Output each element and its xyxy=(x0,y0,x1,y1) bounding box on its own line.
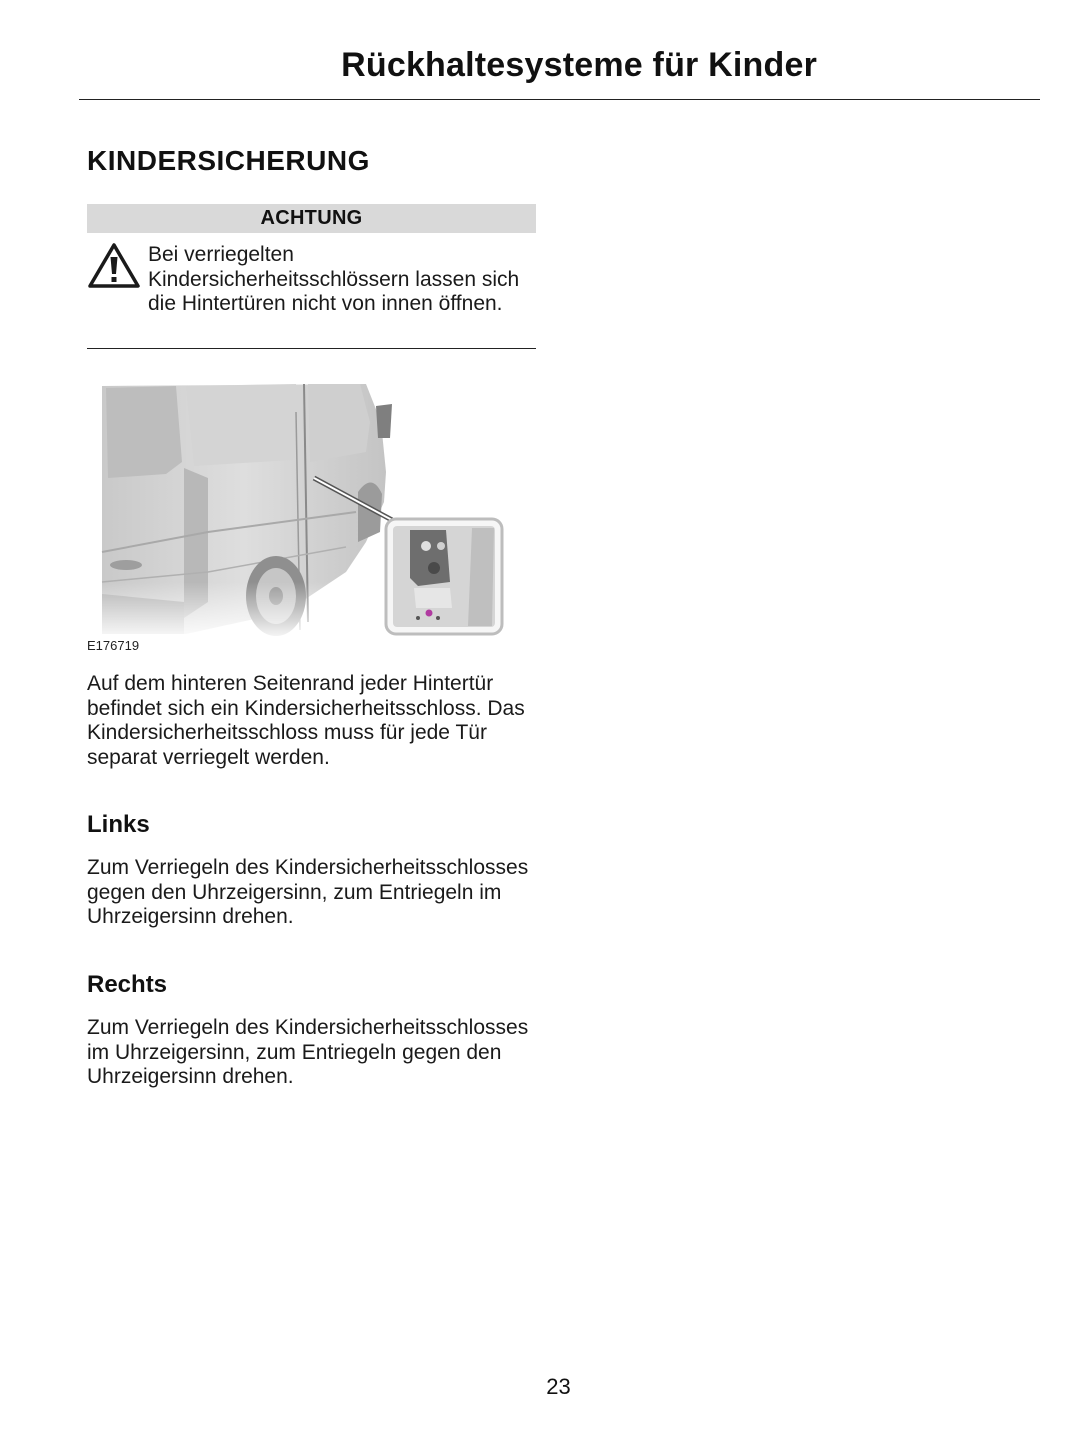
warning-text-block xyxy=(87,243,536,317)
figure-code: E176719 xyxy=(87,638,140,653)
links-paragraph: Zum Verriegeln des Kindersicherheitsschlosses gegen den Uhrzeigersinn, zum Entriegeln im Uhrzeigersinn drehen. xyxy=(87,856,529,928)
header-divider xyxy=(79,99,1040,100)
page-header-title: Rückhaltesysteme für Kinder xyxy=(341,46,817,84)
warning-label-bar: ACHTUNG xyxy=(87,204,536,233)
warning-divider xyxy=(87,348,536,349)
page-number: 23 xyxy=(546,1374,571,1399)
rechts-heading: Rechts xyxy=(87,971,168,998)
page-number-row xyxy=(0,1374,1087,1400)
section-heading: KINDERSICHERUNG xyxy=(87,145,370,176)
van-child-lock-illustration xyxy=(96,382,506,636)
warning-text: Bei verriegelten Kindersicherheitsschlössern lassen sich die Hintertüren nicht von innen öffnen. xyxy=(148,243,520,315)
rechts-paragraph: Zum Verriegeln des Kindersicherheitsschlosses im Uhrzeigersinn, zum Entriegeln gegen den Uhrzeigersinn drehen. xyxy=(87,1016,529,1088)
links-heading: Links xyxy=(87,811,150,838)
intro-paragraph: Auf dem hinteren Seitenrand jeder Hintertür befindet sich ein Kindersicherheitsschloss. Das Kindersicherheitsschloss muss für jede Tür separat verriegelt werden. xyxy=(87,672,525,769)
